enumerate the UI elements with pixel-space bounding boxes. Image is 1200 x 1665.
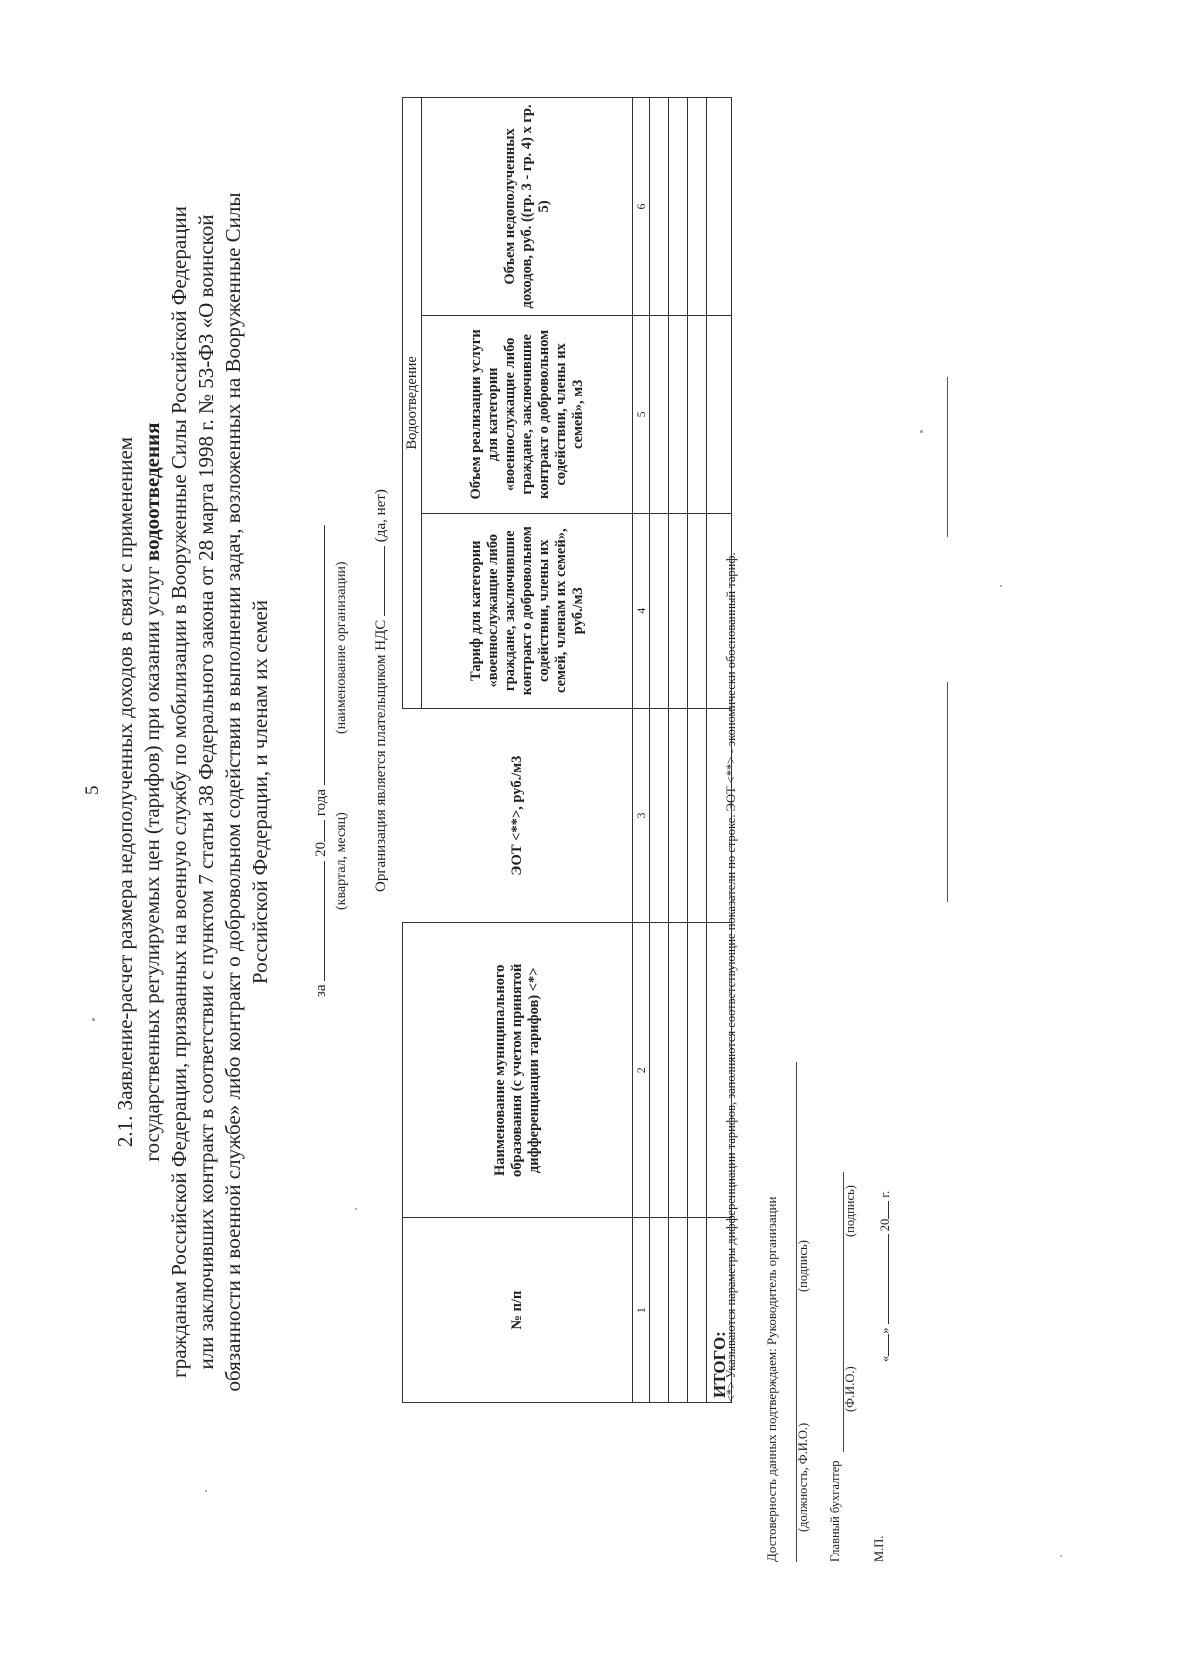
- date-day-field[interactable]: [874, 1334, 889, 1356]
- vat-label: Организация является плательщиком НДС: [373, 619, 389, 892]
- table-cell[interactable]: [688, 1218, 707, 1403]
- period-line: [310, 525, 330, 997]
- rotated-document: [112, 22, 892, 1562]
- period-prefix: за: [313, 984, 329, 997]
- header-number: № п/п: [403, 1218, 633, 1403]
- period-year-field[interactable]: [310, 820, 325, 842]
- table-cell[interactable]: [669, 315, 688, 513]
- vat-line: [370, 489, 390, 892]
- table-cell[interactable]: [688, 923, 707, 1218]
- table-cell[interactable]: [650, 513, 669, 708]
- fio-caption: (Ф.И.О.): [843, 1366, 857, 1412]
- table-cell[interactable]: [688, 708, 707, 923]
- period-year-suffix: года: [313, 789, 329, 817]
- title-line-2-text: государственных регулируемых цен (тарифов) при оказании услуг: [140, 561, 164, 1162]
- title-service: водоотведения: [140, 422, 164, 562]
- column-number: 2: [633, 923, 650, 1218]
- seal-label: М.П.: [872, 1535, 886, 1562]
- confirmation-text: Достоверность данных подтверждаем: Руководитель организации: [764, 1196, 779, 1562]
- date-close-quote: »: [878, 1327, 892, 1334]
- revenue-table: [402, 97, 732, 1403]
- table-header-row-1: [403, 98, 422, 1403]
- title-line-5: обязанности и военной службе» либо контракт о добровольном содействии в выполнении задач, возложенных на Вооруженные Силы: [221, 192, 245, 1392]
- lower-rule: [947, 682, 948, 902]
- table-cell[interactable]: [688, 513, 707, 708]
- table-cell[interactable]: [669, 98, 688, 316]
- title-line-4: или заключивших контракт в соответствии с пунктом 7 статьи 38 Федерального закона от 28 марта 1998 г. № 53-ФЗ «О воинской: [194, 214, 218, 1370]
- table-cell[interactable]: [669, 708, 688, 923]
- period-field[interactable]: [310, 861, 325, 981]
- date-month-field[interactable]: [874, 1234, 889, 1324]
- table-row: [688, 98, 707, 1403]
- table-cell[interactable]: [650, 315, 669, 513]
- table-cell[interactable]: [669, 513, 688, 708]
- position-caption: (должность, Ф.И.О.): [796, 1422, 810, 1532]
- header-group-water-disposal: Водоотведение: [403, 98, 422, 709]
- title-line-1: 2.1. Заявление-расчет размера недополученных доходов в связи с применением: [113, 436, 137, 1148]
- table-cell[interactable]: [650, 923, 669, 1218]
- accountant-signature-caption: (подпись): [843, 1185, 857, 1237]
- table-cell[interactable]: [707, 98, 732, 316]
- date-suffix: г.: [878, 1190, 892, 1198]
- table-cell[interactable]: [650, 708, 669, 923]
- title-line-6: Российской Федерации, и членам их семей: [248, 599, 272, 985]
- scan-speck: [92, 1018, 95, 1021]
- organization-name-field[interactable]: [310, 525, 325, 785]
- vat-caption: (да, нет): [373, 489, 389, 543]
- signature-caption: (подпись): [796, 1240, 810, 1292]
- table-cell[interactable]: [707, 315, 732, 513]
- column-number: 4: [633, 513, 650, 708]
- table-cell[interactable]: [669, 1218, 688, 1403]
- title-line-3: гражданам Российской Федерации, призванных на военную службу по мобилизации в Вооруженные Силы Российской Федерации: [167, 206, 191, 1378]
- period-year-prefix: 20: [313, 841, 329, 857]
- organization-caption: (наименование организации): [334, 561, 349, 734]
- column-number: 6: [633, 98, 650, 316]
- date-line: [874, 1191, 893, 1362]
- date-year-prefix: 20: [878, 1218, 892, 1232]
- header-eot: ЭОТ <**>, руб./м3: [403, 708, 633, 923]
- header-lost-revenue: Объем недополученных доходов, руб. ((гр. 3 - гр. 4) х гр. 5): [422, 98, 633, 316]
- lower-rule: [947, 377, 948, 537]
- header-tariff: Тариф для категории «военнослужащие либо граждане, заключившие контракт о добровольном содействии, члены их семей, членам их семей», руб./м3: [422, 513, 633, 708]
- chief-accountant-label: Главный бухгалтер: [828, 1460, 842, 1562]
- column-number: 1: [633, 1218, 650, 1403]
- document-title: [112, 82, 274, 1502]
- scan-speck: [1000, 585, 1002, 587]
- footnote: <*> Указываются параметры дифференциации тарифов, заполняются соответствующие показатели по строке. ЭОТ <**> - экономически обоснованный тариф.: [724, 552, 738, 1402]
- column-number: 3: [633, 708, 650, 923]
- title-line-2: [139, 82, 166, 1502]
- header-municipality: Наименование муниципального образования (с учетом принятой дифференциации тарифов) <*>: [403, 923, 633, 1218]
- table-cell[interactable]: [650, 1218, 669, 1403]
- vat-field[interactable]: [370, 546, 385, 616]
- table-cell[interactable]: [650, 98, 669, 316]
- page-number: 5: [82, 785, 103, 795]
- table-cell[interactable]: [688, 315, 707, 513]
- table-row: [650, 98, 669, 1403]
- scan-speck: [920, 430, 923, 433]
- period-caption: (квартал, месяц): [334, 812, 349, 910]
- date-year-field[interactable]: [874, 1201, 889, 1219]
- scan-speck: [1060, 1555, 1062, 1557]
- table-cell[interactable]: [688, 98, 707, 316]
- header-volume: Объем реализации услуги для категории «военнослужащие либо граждане, заключившие контракт о добровольном содействии, члены их семей», м3: [422, 315, 633, 513]
- table-row: [669, 98, 688, 1403]
- column-number: 5: [633, 315, 650, 513]
- table-column-numbers: [633, 98, 650, 1403]
- total-label: ИТОГО:: [707, 1218, 732, 1403]
- date-open-quote: «: [878, 1355, 892, 1362]
- table-cell[interactable]: [669, 923, 688, 1218]
